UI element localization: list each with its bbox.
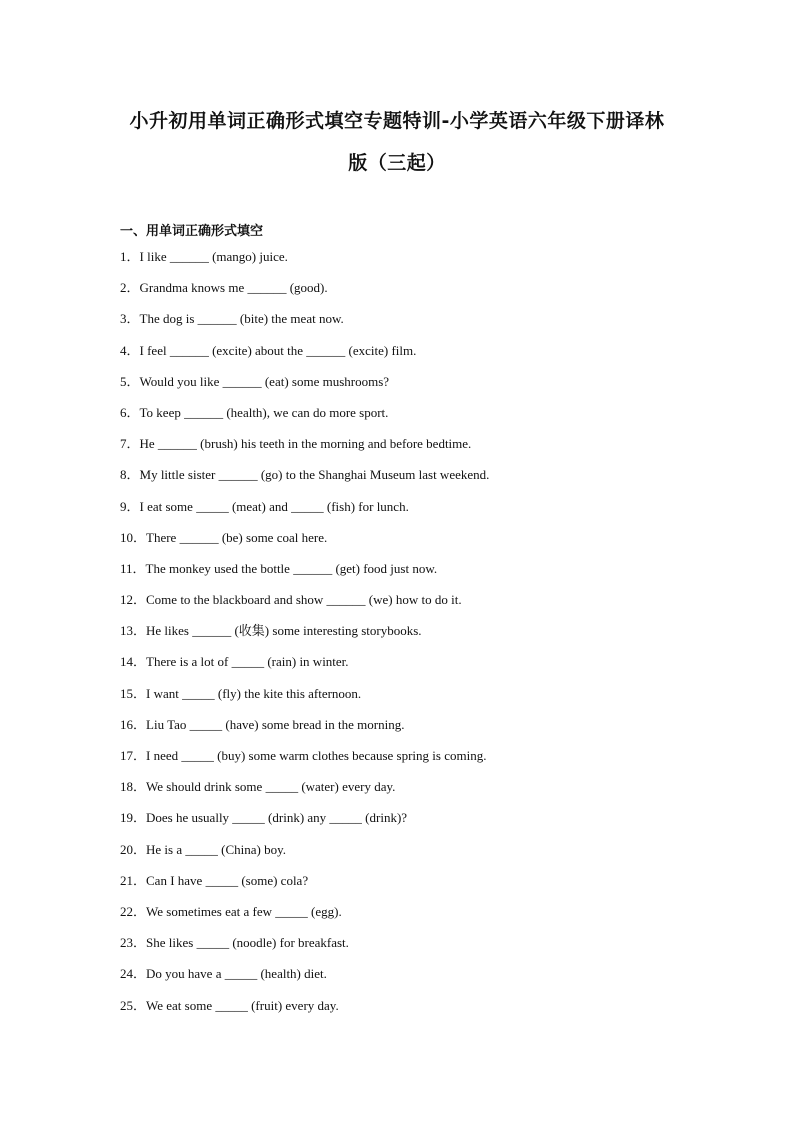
question-text: We eat some _____ (fruit) every day.	[146, 997, 339, 1013]
question-item	[120, 964, 489, 995]
question-number: 10．	[120, 529, 147, 545]
question-item	[120, 684, 489, 715]
question-item	[120, 715, 489, 746]
question-text: She likes _____ (noodle) for breakfast.	[146, 935, 349, 951]
question-item	[120, 808, 489, 839]
question-number: 9．	[120, 498, 140, 514]
question-item	[120, 777, 489, 808]
question-number: 7．	[120, 436, 140, 452]
question-number: 12．	[120, 592, 147, 608]
question-list	[120, 247, 489, 1027]
section-heading: 一、用单词正确形式填空	[120, 224, 264, 239]
question-item	[120, 840, 489, 871]
question-item	[120, 403, 489, 434]
question-text: He likes ______ (收集) some interesting storybooks.	[146, 623, 422, 639]
question-text: Can I have _____ (some) cola?	[146, 872, 309, 888]
question-item	[120, 652, 489, 683]
question-number: 11．	[120, 560, 146, 576]
question-item	[120, 528, 489, 559]
question-text: I eat some _____ (meat) and _____ (fish) for lunch.	[139, 498, 409, 514]
question-item	[120, 341, 489, 372]
question-number: 13．	[120, 623, 147, 639]
question-item	[120, 746, 489, 777]
question-item	[120, 497, 489, 528]
question-text: We sometimes eat a few _____ (egg).	[146, 903, 342, 919]
question-number: 8．	[120, 467, 140, 483]
question-item	[120, 247, 489, 278]
question-number: 4．	[120, 342, 140, 358]
question-number: 20．	[120, 841, 147, 857]
question-text: Do you have a _____ (health) diet.	[146, 966, 327, 982]
question-text: My little sister ______ (go) to the Shanghai Museum last weekend.	[139, 467, 490, 483]
question-number: 22．	[120, 903, 147, 919]
question-item	[120, 434, 489, 465]
question-number: 25．	[120, 997, 147, 1013]
question-item	[120, 278, 489, 309]
question-text: Liu Tao _____ (have) some bread in the morning.	[146, 716, 405, 732]
question-item	[120, 996, 489, 1027]
question-item	[120, 902, 489, 933]
question-number: 3．	[120, 311, 140, 327]
question-item	[120, 559, 489, 590]
question-text: I feel ______ (excite) about the ______ (excite) film.	[139, 342, 417, 358]
question-number: 21．	[120, 872, 147, 888]
question-item	[120, 309, 489, 340]
question-text: Come to the blackboard and show ______ (we) how to do it.	[146, 592, 462, 608]
question-text: We should drink some _____ (water) every day.	[146, 779, 396, 795]
question-number: 17．	[120, 748, 147, 763]
question-item	[120, 933, 489, 964]
question-number: 19．	[120, 810, 147, 826]
question-number: 1．	[120, 249, 140, 264]
question-text: He is a _____ (China) boy.	[146, 841, 286, 857]
question-item	[120, 590, 489, 621]
question-text: The dog is ______ (bite) the meat now.	[139, 311, 344, 327]
question-text: There is a lot of _____ (rain) in winter.	[146, 654, 349, 670]
question-item	[120, 465, 489, 496]
question-number: 6．	[120, 404, 140, 420]
document-title-line-2: 版（三起）	[348, 152, 446, 174]
question-number: 14．	[120, 654, 147, 670]
question-text: There ______ (be) some coal here.	[146, 529, 328, 545]
question-number: 16．	[120, 716, 147, 732]
question-text: To keep ______ (health), we can do more sport.	[139, 404, 389, 420]
question-item	[120, 871, 489, 902]
document-title-line-1: 小升初用单词正确形式填空专题特训-小学英语六年级下册译林	[129, 110, 665, 132]
question-text: He ______ (brush) his teeth in the morning and before bedtime.	[139, 436, 472, 452]
question-number: 5．	[120, 373, 140, 389]
question-number: 23．	[120, 935, 147, 951]
question-number: 2．	[120, 280, 140, 296]
question-text: I need _____ (buy) some warm clothes because spring is coming.	[146, 748, 487, 763]
question-text: Grandma knows me ______ (good).	[139, 280, 328, 296]
question-text: Would you like ______ (eat) some mushrooms?	[139, 373, 390, 389]
question-number: 15．	[120, 685, 147, 701]
question-number: 24．	[120, 966, 147, 982]
question-text: Does he usually _____ (drink) any _____ (drink)?	[146, 810, 408, 826]
question-item	[120, 621, 489, 652]
question-text: The monkey used the bottle ______ (get) food just now.	[145, 560, 438, 576]
question-text: I like ______ (mango) juice.	[139, 249, 288, 264]
question-text: I want _____ (fly) the kite this afternoon.	[146, 685, 362, 701]
question-item	[120, 372, 489, 403]
question-number: 18．	[120, 779, 147, 795]
